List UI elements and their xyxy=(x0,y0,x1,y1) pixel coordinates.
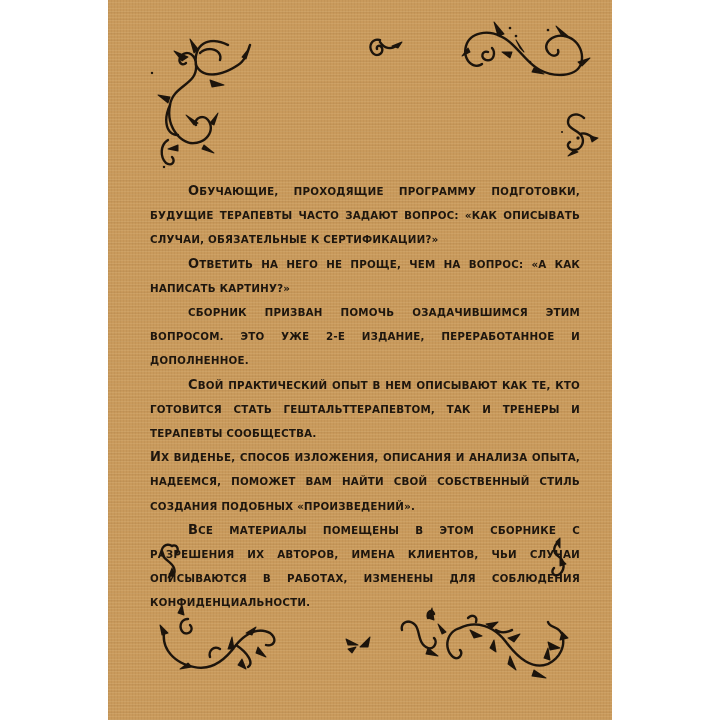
drop-cap: О xyxy=(188,256,200,272)
drop-cap: И xyxy=(150,450,162,466)
paragraph-6: ВСЕ МАТЕРИАЛЫ ПОМЕЩЕНЫ В ЭТОМ СБОРНИКЕ С РАЗРЕШЕНИЯ ИХ АВТОРОВ, ИМЕНА КЛИЕНТОВ, ЧЬИ СЛУЧАИ ОПИСЫВАЮТСЯ В РАБОТАХ, ИЗМЕНЕНЫ ДЛЯ СОБЛЮДЕНИЯ КОНФИДЕНЦИАЛЬНОСТИ. xyxy=(150,522,580,610)
top-center-curl-ornament xyxy=(366,36,406,60)
drop-cap: О xyxy=(188,184,200,199)
paragraph-5: ИХ ВИДЕНЬЕ, СПОСОБ ИЗЛОЖЕНИЯ, ОПИСАНИЯ И АНАЛИЗА ОПЫТА, НАДЕЕМСЯ, ПОМОЖЕТ ВАМ НАЙТИ СВОЙ СОБСТВЕННЫЙ СТИЛЬ СОЗДАНИЯ ПОДОБНЫХ «ПРОИЗВЕДЕНИЙ». xyxy=(150,450,580,513)
paragraph-1: ОБУЧАЮЩИЕ, ПРОХОДЯЩИЕ ПРОГРАММУ ПОДГОТОВКИ, БУДУЩИЕ ТЕРАПЕВТЫ ЧАСТО ЗАДАЮТ ВОПРОС: «КАК ОПИСЫВАТЬ СЛУЧАИ, ОБЯЗАТЕЛЬНЫЕ К СЕРТИФИКАЦИИ?» xyxy=(150,184,580,247)
top-left-vine-ornament xyxy=(138,25,258,175)
right-s-curl-ornament xyxy=(560,110,600,160)
top-right-vine-ornament xyxy=(460,22,600,82)
body-text xyxy=(150,180,580,616)
paragraph-4: СВОЙ ПРАКТИЧЕСКИЙ ОПЫТ В НЕМ ОПИСЫВАЮТ КАК ТЕ, КТО ГОТОВИТСЯ СТАТЬ ГЕШТАЛЬТТЕРАПЕВТОМ, ТАК И ТРЕНЕРЫ И ТЕРАПЕВТЫ СООБЩЕСТВА. xyxy=(150,377,580,441)
paragraph-3: СБОРНИК ПРИЗВАН ПОМОЧЬ ОЗАДАЧИВШИМСЯ ЭТИМ ВОПРОСОМ. ЭТО УЖЕ 2-Е ИЗДАНИЕ, ПЕРЕРАБОТАННОЕ И ДОПОЛНЕННОЕ. xyxy=(150,307,580,368)
drop-cap: В xyxy=(188,522,199,538)
bottom-center-leaves-ornament xyxy=(344,635,374,655)
paragraph-2: ОТВЕТИТЬ НА НЕГО НЕ ПРОЩЕ, ЧЕМ НА ВОПРОС: «А КАК НАПИСАТЬ КАРТИНУ?» xyxy=(150,256,580,295)
bottom-right-vine-ornament xyxy=(398,608,578,688)
drop-cap: С xyxy=(188,377,198,393)
